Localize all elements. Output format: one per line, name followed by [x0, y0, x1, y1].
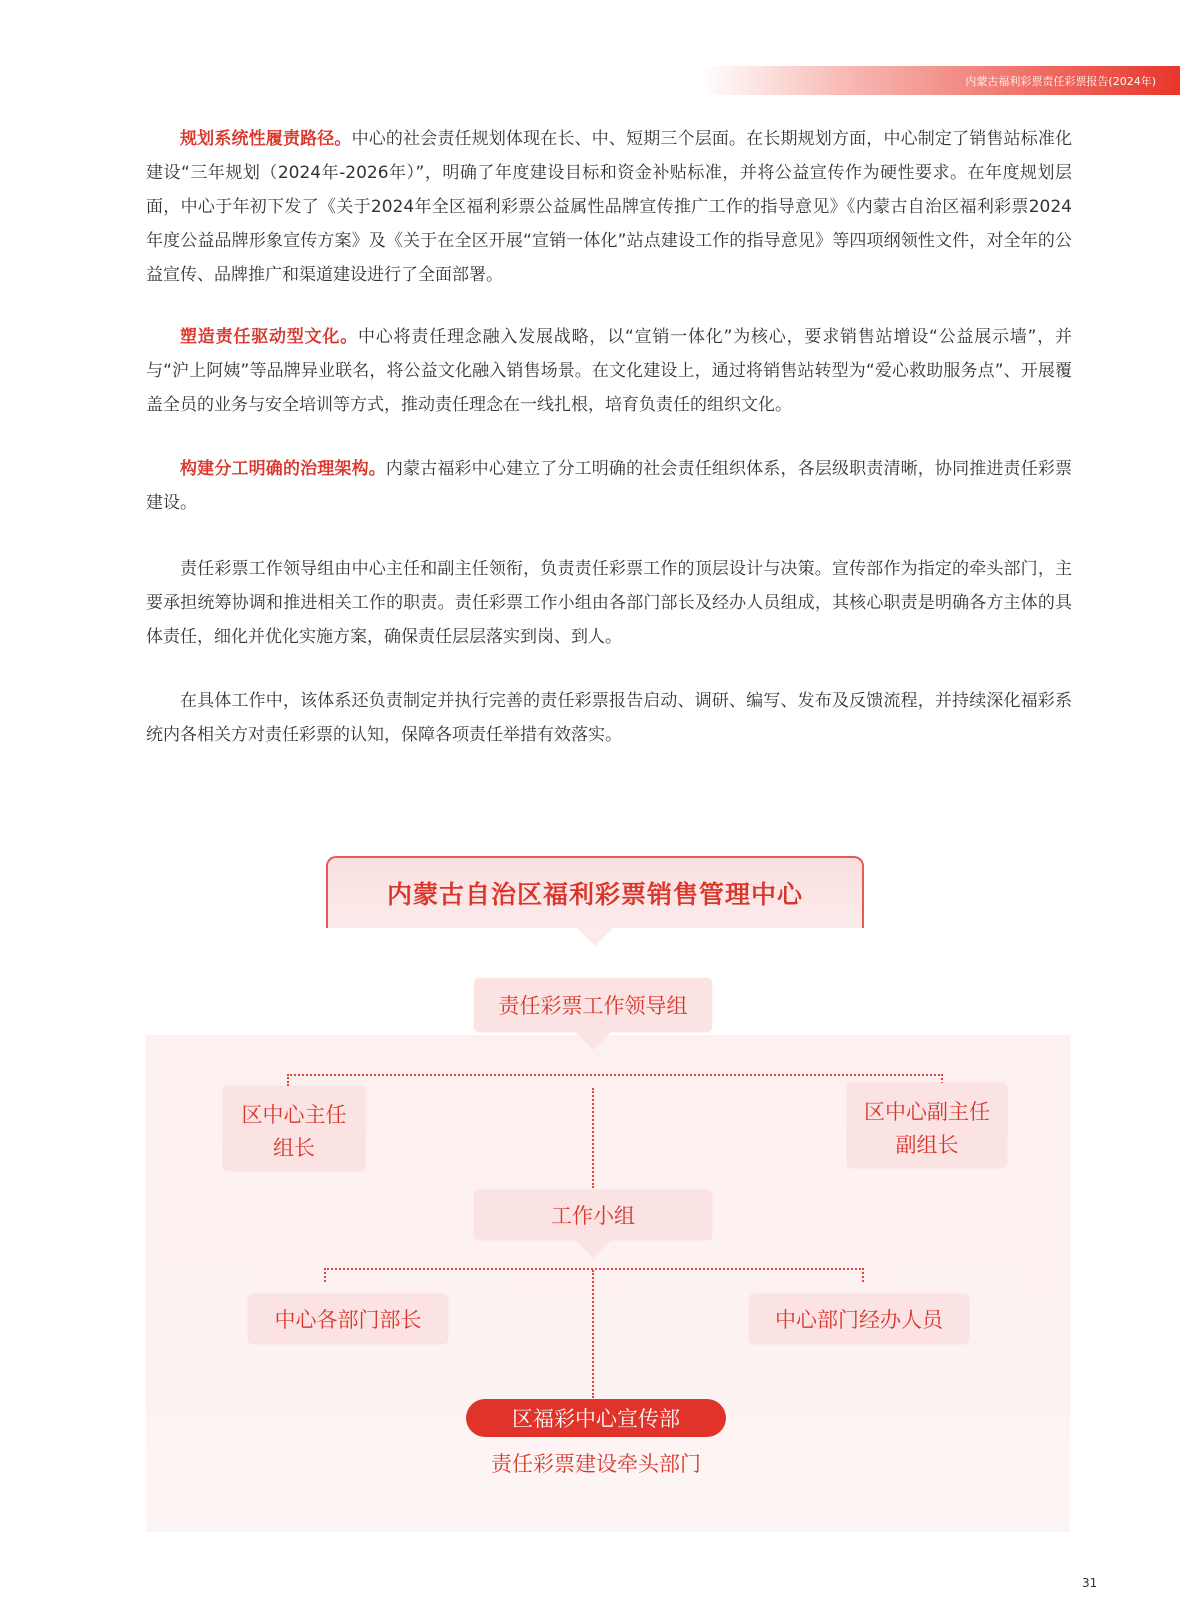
- leadership-group-label: 责任彩票工作领导组: [498, 994, 688, 1018]
- leadership-group-box: [474, 978, 712, 1032]
- connector-line: [592, 1270, 594, 1398]
- arrow-down-icon: [577, 928, 613, 946]
- paragraph-text: 责任彩票工作领导组由中心主任和副主任领衔，负责责任彩票工作的顶层设计与决策。宣传部作为指定的牵头部门，主要承担统筹协调和推进相关工作的职责。责任彩票工作小组由各部门部长及经办人员组成，其核心职责是明确各方主体的具体责任，细化并优化实施方案，确保责任层层落实到岗、到人。: [146, 559, 1072, 647]
- right-member-label: 中心部门经办人员: [775, 1308, 943, 1332]
- paragraph-1: [146, 122, 1072, 292]
- left-leader-title: 区中心主任: [241, 1103, 347, 1127]
- left-member-box: [248, 1294, 448, 1344]
- working-group-box: [474, 1190, 712, 1240]
- lead-dept-badge: [466, 1399, 726, 1437]
- paragraph-5: [146, 684, 1072, 752]
- arrow-down-icon: [575, 1240, 611, 1258]
- right-member-box: [749, 1294, 969, 1344]
- paragraph-text: 中心的社会责任规划体现在长、中、短期三个层面。在长期规划方面，中心制定了销售站标准化建设“三年规划（2024年-2026年）”，明确了年度建设目标和资金补贴标准，并将公益宣传作为硬性要求。在年度规划层面，中心于年初下发了《关于2024年全区福利彩票公益属性品牌宣传推广工作的指导意见》《内蒙古自治区福利彩票2024年度公益品牌形象宣传方案》及《关于在全区开展“宣销一体化”站点建设工作的指导意见》等四项纲领性文件，对全年的公益宣传、品牌推广和渠道建设进行了全面部署。: [146, 129, 1073, 285]
- paragraph-lead: 塑造责任驱动型文化。: [180, 327, 358, 347]
- connector-line: [287, 1074, 943, 1076]
- connector-line: [287, 1074, 289, 1086]
- lead-dept-role: 责任彩票建设牵头部门: [491, 1452, 701, 1476]
- org-top-box: [326, 856, 864, 928]
- org-top-title: 内蒙古自治区福利彩票销售管理中心: [386, 880, 803, 909]
- connector-line: [324, 1268, 326, 1282]
- arrow-down-icon: [575, 1032, 611, 1050]
- working-group-label: 工作小组: [551, 1204, 635, 1228]
- right-leader-title: 区中心副主任: [864, 1100, 990, 1124]
- connector-line: [592, 1088, 594, 1188]
- lead-dept-label: 区福彩中心宣传部: [512, 1407, 680, 1431]
- paragraph-2: [146, 320, 1072, 422]
- left-leader-role: 组长: [273, 1136, 315, 1160]
- right-leader-box: [847, 1083, 1007, 1168]
- left-leader-box: [223, 1086, 365, 1171]
- left-member-label: 中心各部门部长: [274, 1308, 422, 1332]
- header-bar: [700, 66, 1180, 95]
- connector-line: [324, 1268, 864, 1270]
- page-number: 31: [1082, 1576, 1098, 1590]
- paragraph-lead: 规划系统性履责路径。: [180, 129, 352, 149]
- right-leader-role: 副组长: [895, 1133, 959, 1157]
- paragraph-lead: 构建分工明确的治理架构。: [180, 459, 386, 479]
- paragraph-text: 在具体工作中，该体系还负责制定并执行完善的责任彩票报告启动、调研、编写、发布及反馈流程，并持续深化福彩系统内各相关方对责任彩票的认知，保障各项责任举措有效落实。: [146, 691, 1072, 745]
- paragraph-4: [146, 552, 1072, 654]
- paragraph-text: 内蒙古福彩中心建立了分工明确的社会责任组织体系，各层级职责清晰，协同推进责任彩票建设。: [146, 459, 1073, 513]
- paragraph-text: 中心将责任理念融入发展战略，以“宣销一体化”为核心，要求销售站增设“公益展示墙”，并与“沪上阿姨”等品牌异业联名，将公益文化融入销售场景。在文化建设上，通过将销售站转型为“爱心救助服务点”、开展覆盖全员的业务与安全培训等方式，推动责任理念在一线扎根，培育负责任的组织文化。: [146, 327, 1072, 415]
- connector-line: [862, 1268, 864, 1282]
- paragraph-3: [146, 452, 1072, 520]
- report-title: 内蒙古福利彩票责任彩票报告(2024年): [965, 75, 1156, 88]
